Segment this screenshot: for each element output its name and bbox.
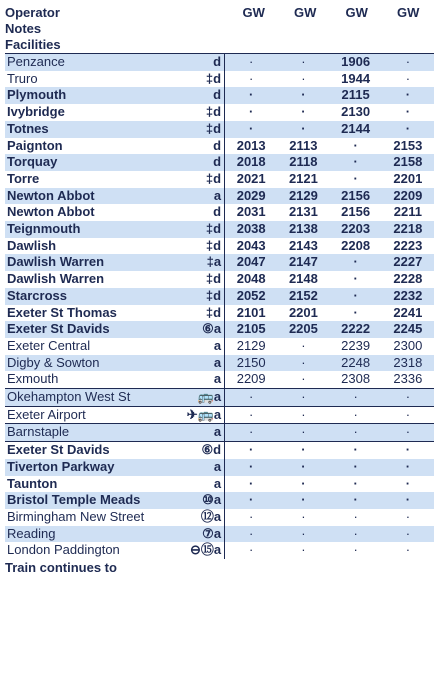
no-stop-dot: · <box>353 137 358 153</box>
no-stop-dot: · <box>330 526 382 543</box>
no-stop-dot: · <box>382 389 434 407</box>
station-cell <box>5 204 225 221</box>
time-cell: 2158 <box>382 154 434 171</box>
no-stop-dot: · <box>249 508 254 524</box>
no-stop-dot: · <box>301 337 306 353</box>
time-cell: 2308 <box>341 371 371 387</box>
no-stop-dot: · <box>353 542 358 558</box>
operator-code: GW <box>294 5 317 20</box>
no-stop-dot: · <box>301 70 306 86</box>
operator-code: GW <box>397 5 420 20</box>
station-cell <box>5 442 225 459</box>
table-row <box>5 154 434 171</box>
arr-dep-code: ⑩a <box>202 492 222 508</box>
arr-dep-code: 🚌a <box>197 389 222 405</box>
time-cell: 2147 <box>277 254 329 271</box>
no-stop-dot: · <box>249 542 254 558</box>
time-cell: 2239 <box>341 337 371 353</box>
station-name: Exeter St Thomas <box>7 304 117 320</box>
table-row <box>5 271 434 288</box>
station-cell <box>5 188 225 205</box>
time-cell: 2201 <box>288 304 318 320</box>
no-stop-dot: · <box>405 475 411 491</box>
time-cell: 1944 <box>341 70 371 86</box>
table-row <box>5 254 434 271</box>
station-cell <box>5 54 225 71</box>
station-name: Dawlish Warren <box>7 254 105 270</box>
time-cell: 2029 <box>225 188 278 205</box>
no-stop-dot: · <box>225 87 278 104</box>
time-cell: 2211 <box>393 204 422 220</box>
no-stop-dot: · <box>330 492 382 509</box>
arr-dep-code: ‡d <box>205 170 222 186</box>
station-name: Penzance <box>7 54 65 69</box>
time-cell: 2047 <box>225 254 278 271</box>
no-stop-dot: · <box>405 508 411 524</box>
station-cell <box>5 171 225 188</box>
time-cell: 2129 <box>236 337 266 353</box>
no-stop-dot: · <box>382 526 434 543</box>
arr-dep-code: ‡d <box>205 271 222 287</box>
station-cell <box>5 271 225 288</box>
no-stop-dot: · <box>225 54 278 71</box>
facilities-label: Facilities <box>5 37 61 52</box>
table-row <box>5 104 434 121</box>
table-row <box>5 509 434 526</box>
arr-dep-code: ⊖⑮a <box>189 542 222 558</box>
arr-dep-code: ⑥a <box>202 321 222 337</box>
time-cell: 2150 <box>225 355 278 372</box>
station-cell <box>5 288 225 305</box>
station-cell <box>5 321 225 338</box>
no-stop-dot: · <box>330 442 382 459</box>
station-name: Dawlish Warren <box>7 271 105 287</box>
station-name: Newton Abbot <box>7 187 95 203</box>
arr-dep-code: ‡d <box>205 287 222 303</box>
station-name: Torquay <box>7 154 58 170</box>
table-row <box>5 121 434 138</box>
operator-code: GW <box>345 5 368 20</box>
time-cell: 2052 <box>225 288 278 305</box>
station-name: Okehampton West St <box>7 389 131 405</box>
station-name: Exeter St Davids <box>7 442 110 458</box>
time-cell: 2201 <box>393 170 423 186</box>
time-cell: 2208 <box>341 237 371 253</box>
station-name: Torre <box>7 170 40 186</box>
time-cell: 2115 <box>330 87 382 104</box>
station-cell <box>5 338 225 355</box>
time-cell: 2222 <box>330 321 382 338</box>
table-row <box>5 459 434 476</box>
no-stop-dot: · <box>382 424 434 442</box>
station-name: Starcross <box>7 287 67 303</box>
station-cell <box>5 238 225 255</box>
no-stop-dot: · <box>277 459 329 476</box>
table-row <box>5 406 434 424</box>
operator-codes <box>228 5 434 21</box>
no-stop-dot: · <box>405 542 411 558</box>
station-name: Tiverton Parkway <box>7 458 115 474</box>
table-row <box>5 321 434 338</box>
time-cell: 2121 <box>288 170 318 186</box>
times-table <box>5 53 434 559</box>
table-row <box>5 442 434 459</box>
operator-label: Operator <box>5 5 60 20</box>
table-row <box>5 54 434 71</box>
no-stop-dot: · <box>225 442 278 459</box>
no-stop-dot: · <box>301 475 306 491</box>
station-cell <box>5 221 225 238</box>
no-stop-dot: · <box>301 542 306 558</box>
arr-dep-code: a <box>213 458 222 474</box>
no-stop-dot: · <box>277 424 329 442</box>
station-cell <box>5 459 225 476</box>
table-row <box>5 138 434 155</box>
station-name: London Paddington <box>7 542 120 558</box>
time-cell: 2038 <box>225 221 278 238</box>
arr-dep-code: ⑥d <box>201 442 222 458</box>
no-stop-dot: · <box>277 54 329 71</box>
arr-dep-code: ✈🚌a <box>186 406 222 422</box>
no-stop-dot: · <box>382 121 434 138</box>
no-stop-dot: · <box>353 170 358 186</box>
time-cell: 2232 <box>382 288 434 305</box>
no-stop-dot: · <box>382 54 434 71</box>
time-cell: 2223 <box>393 237 423 253</box>
no-stop-dot: · <box>330 154 382 171</box>
table-row <box>5 355 434 372</box>
station-name: Exmouth <box>7 371 59 387</box>
table-row <box>5 288 434 305</box>
arr-dep-code: ‡d <box>205 104 222 120</box>
no-stop-dot: · <box>277 87 329 104</box>
station-name: Newton Abbot <box>7 204 95 220</box>
station-cell <box>5 104 225 121</box>
time-cell: 2021 <box>236 170 266 186</box>
time-cell: 2152 <box>277 288 329 305</box>
arr-dep-code: a <box>213 475 222 491</box>
no-stop-dot: · <box>277 406 329 424</box>
time-cell: 2113 <box>289 137 318 153</box>
operator-code: GW <box>242 5 265 20</box>
time-cell: 2156 <box>341 204 371 220</box>
station-cell <box>5 138 225 155</box>
no-stop-dot: · <box>405 104 411 120</box>
station-cell <box>5 254 225 271</box>
station-cell <box>5 492 225 509</box>
table-row <box>5 492 434 509</box>
arr-dep-code: a <box>213 337 222 353</box>
time-cell: 2130 <box>341 104 371 120</box>
no-stop-dot: · <box>277 121 329 138</box>
no-stop-dot: · <box>330 254 382 271</box>
operator-row <box>5 5 434 21</box>
no-stop-dot: · <box>277 442 329 459</box>
arr-dep-code: ‡a <box>206 254 222 270</box>
no-stop-dot: · <box>330 459 382 476</box>
timetable <box>5 5 434 576</box>
station-cell <box>5 305 225 322</box>
station-name: Paignton <box>7 137 63 153</box>
no-stop-dot: · <box>382 406 434 424</box>
station-name: Reading <box>7 525 56 541</box>
no-stop-dot: · <box>382 459 434 476</box>
no-stop-dot: · <box>277 526 329 543</box>
time-cell: 2143 <box>288 237 318 253</box>
time-cell: 2101 <box>236 304 266 320</box>
no-stop-dot: · <box>330 406 382 424</box>
arr-dep-code: a <box>213 371 222 387</box>
arr-dep-code: d <box>213 137 222 153</box>
time-cell: 2228 <box>393 271 423 287</box>
no-stop-dot: · <box>249 475 254 491</box>
table-row <box>5 204 434 221</box>
time-cell: 2144 <box>330 121 382 138</box>
station-cell <box>5 121 225 138</box>
station-cell <box>5 509 225 526</box>
station-name: Bristol Temple Meads <box>7 492 141 508</box>
no-stop-dot: · <box>225 526 278 543</box>
table-row <box>5 476 434 493</box>
no-stop-dot: · <box>353 508 358 524</box>
time-cell: 2336 <box>393 371 423 387</box>
arr-dep-code: d <box>213 154 222 170</box>
station-name: Truro <box>7 70 38 86</box>
no-stop-dot: · <box>249 70 254 86</box>
arr-dep-code: d <box>213 54 222 69</box>
time-cell: 2300 <box>393 337 423 353</box>
arr-dep-code: ⑫a <box>200 508 222 524</box>
no-stop-dot: · <box>330 288 382 305</box>
station-name: Barnstaple <box>7 424 70 440</box>
no-stop-dot: · <box>249 104 254 120</box>
time-cell: 2209 <box>382 188 434 205</box>
notes-label: Notes <box>5 21 42 36</box>
table-row <box>5 238 434 255</box>
no-stop-dot: · <box>301 371 306 387</box>
table-row <box>5 305 434 322</box>
time-cell: 2203 <box>330 221 382 238</box>
station-cell <box>5 406 225 424</box>
no-stop-dot: · <box>225 406 278 424</box>
no-stop-dot: · <box>330 389 382 407</box>
time-cell: 2218 <box>382 221 434 238</box>
table-row <box>5 87 434 104</box>
station-name: Digby & Sowton <box>7 354 100 370</box>
station-name: Plymouth <box>7 87 67 103</box>
time-cell: 2241 <box>393 304 423 320</box>
table-row <box>5 71 434 88</box>
station-cell <box>5 87 225 104</box>
no-stop-dot: · <box>301 508 306 524</box>
no-stop-dot: · <box>353 475 358 491</box>
time-cell: 2227 <box>382 254 434 271</box>
table-row <box>5 526 434 543</box>
station-name: Taunton <box>7 475 58 491</box>
no-stop-dot: · <box>225 459 278 476</box>
no-stop-dot: · <box>225 389 278 407</box>
time-cell: 2153 <box>393 137 423 153</box>
station-cell <box>5 476 225 493</box>
no-stop-dot: · <box>353 271 358 287</box>
time-cell: 2131 <box>288 204 318 220</box>
time-cell: 2031 <box>236 204 266 220</box>
no-stop-dot: · <box>405 70 411 86</box>
no-stop-dot: · <box>382 87 434 104</box>
arr-dep-code: ‡d <box>205 221 222 237</box>
table-row <box>5 424 434 442</box>
no-stop-dot: · <box>277 492 329 509</box>
time-cell: 2248 <box>330 355 382 372</box>
table-row <box>5 389 434 407</box>
time-cell: 1906 <box>330 54 382 71</box>
time-cell: 2048 <box>236 271 266 287</box>
arr-dep-code: ‡d <box>205 237 222 253</box>
no-stop-dot: · <box>330 424 382 442</box>
times-table-body <box>5 54 434 560</box>
table-row <box>5 221 434 238</box>
arr-dep-code: a <box>213 354 222 370</box>
no-stop-dot: · <box>225 424 278 442</box>
table-row <box>5 542 434 559</box>
station-name: Teignmouth <box>7 221 81 237</box>
station-name: Birmingham New Street <box>7 508 145 524</box>
table-row <box>5 371 434 388</box>
no-stop-dot: · <box>277 389 329 407</box>
station-name: Dawlish <box>7 237 57 253</box>
arr-dep-code: a <box>213 424 222 440</box>
no-stop-dot: · <box>382 492 434 509</box>
time-cell: 2148 <box>288 271 318 287</box>
table-row <box>5 171 434 188</box>
station-cell <box>5 355 225 372</box>
train-continues-label: Train continues to <box>5 560 117 576</box>
station-cell <box>5 154 225 171</box>
station-name: Totnes <box>7 120 49 136</box>
arr-dep-code: ‡d <box>205 304 222 320</box>
arr-dep-code: d <box>213 87 222 103</box>
arr-dep-code: ‡d <box>205 120 222 136</box>
station-name: Ivybridge <box>7 104 65 120</box>
station-cell <box>5 424 225 442</box>
station-name: Exeter Central <box>7 337 91 353</box>
station-name: Exeter St Davids <box>7 321 110 337</box>
time-cell: 2245 <box>382 321 434 338</box>
time-cell: 2209 <box>236 371 266 387</box>
time-cell: 2013 <box>236 137 266 153</box>
notes-row <box>5 21 434 37</box>
arr-dep-code: a <box>213 187 222 203</box>
time-cell: 2129 <box>277 188 329 205</box>
time-cell: 2205 <box>277 321 329 338</box>
arr-dep-code: ⑦a <box>202 525 222 541</box>
no-stop-dot: · <box>225 121 278 138</box>
time-cell: 2043 <box>236 237 266 253</box>
no-stop-dot: · <box>225 492 278 509</box>
station-cell <box>5 542 225 559</box>
station-cell <box>5 71 225 88</box>
table-row <box>5 338 434 355</box>
time-cell: 2156 <box>330 188 382 205</box>
no-stop-dot: · <box>382 442 434 459</box>
table-row <box>5 188 434 205</box>
no-stop-dot: · <box>277 355 329 372</box>
arr-dep-code: ‡d <box>205 70 222 86</box>
no-stop-dot: · <box>353 304 358 320</box>
station-name: Exeter Airport <box>7 406 86 422</box>
station-cell <box>5 371 225 388</box>
facilities-row <box>5 37 434 53</box>
time-cell: 2018 <box>225 154 278 171</box>
station-cell <box>5 389 225 407</box>
time-cell: 2138 <box>277 221 329 238</box>
no-stop-dot: · <box>301 104 306 120</box>
time-cell: 2105 <box>225 321 278 338</box>
time-cell: 2318 <box>382 355 434 372</box>
time-cell: 2118 <box>277 154 329 171</box>
station-cell <box>5 526 225 543</box>
arr-dep-code: d <box>213 204 222 220</box>
